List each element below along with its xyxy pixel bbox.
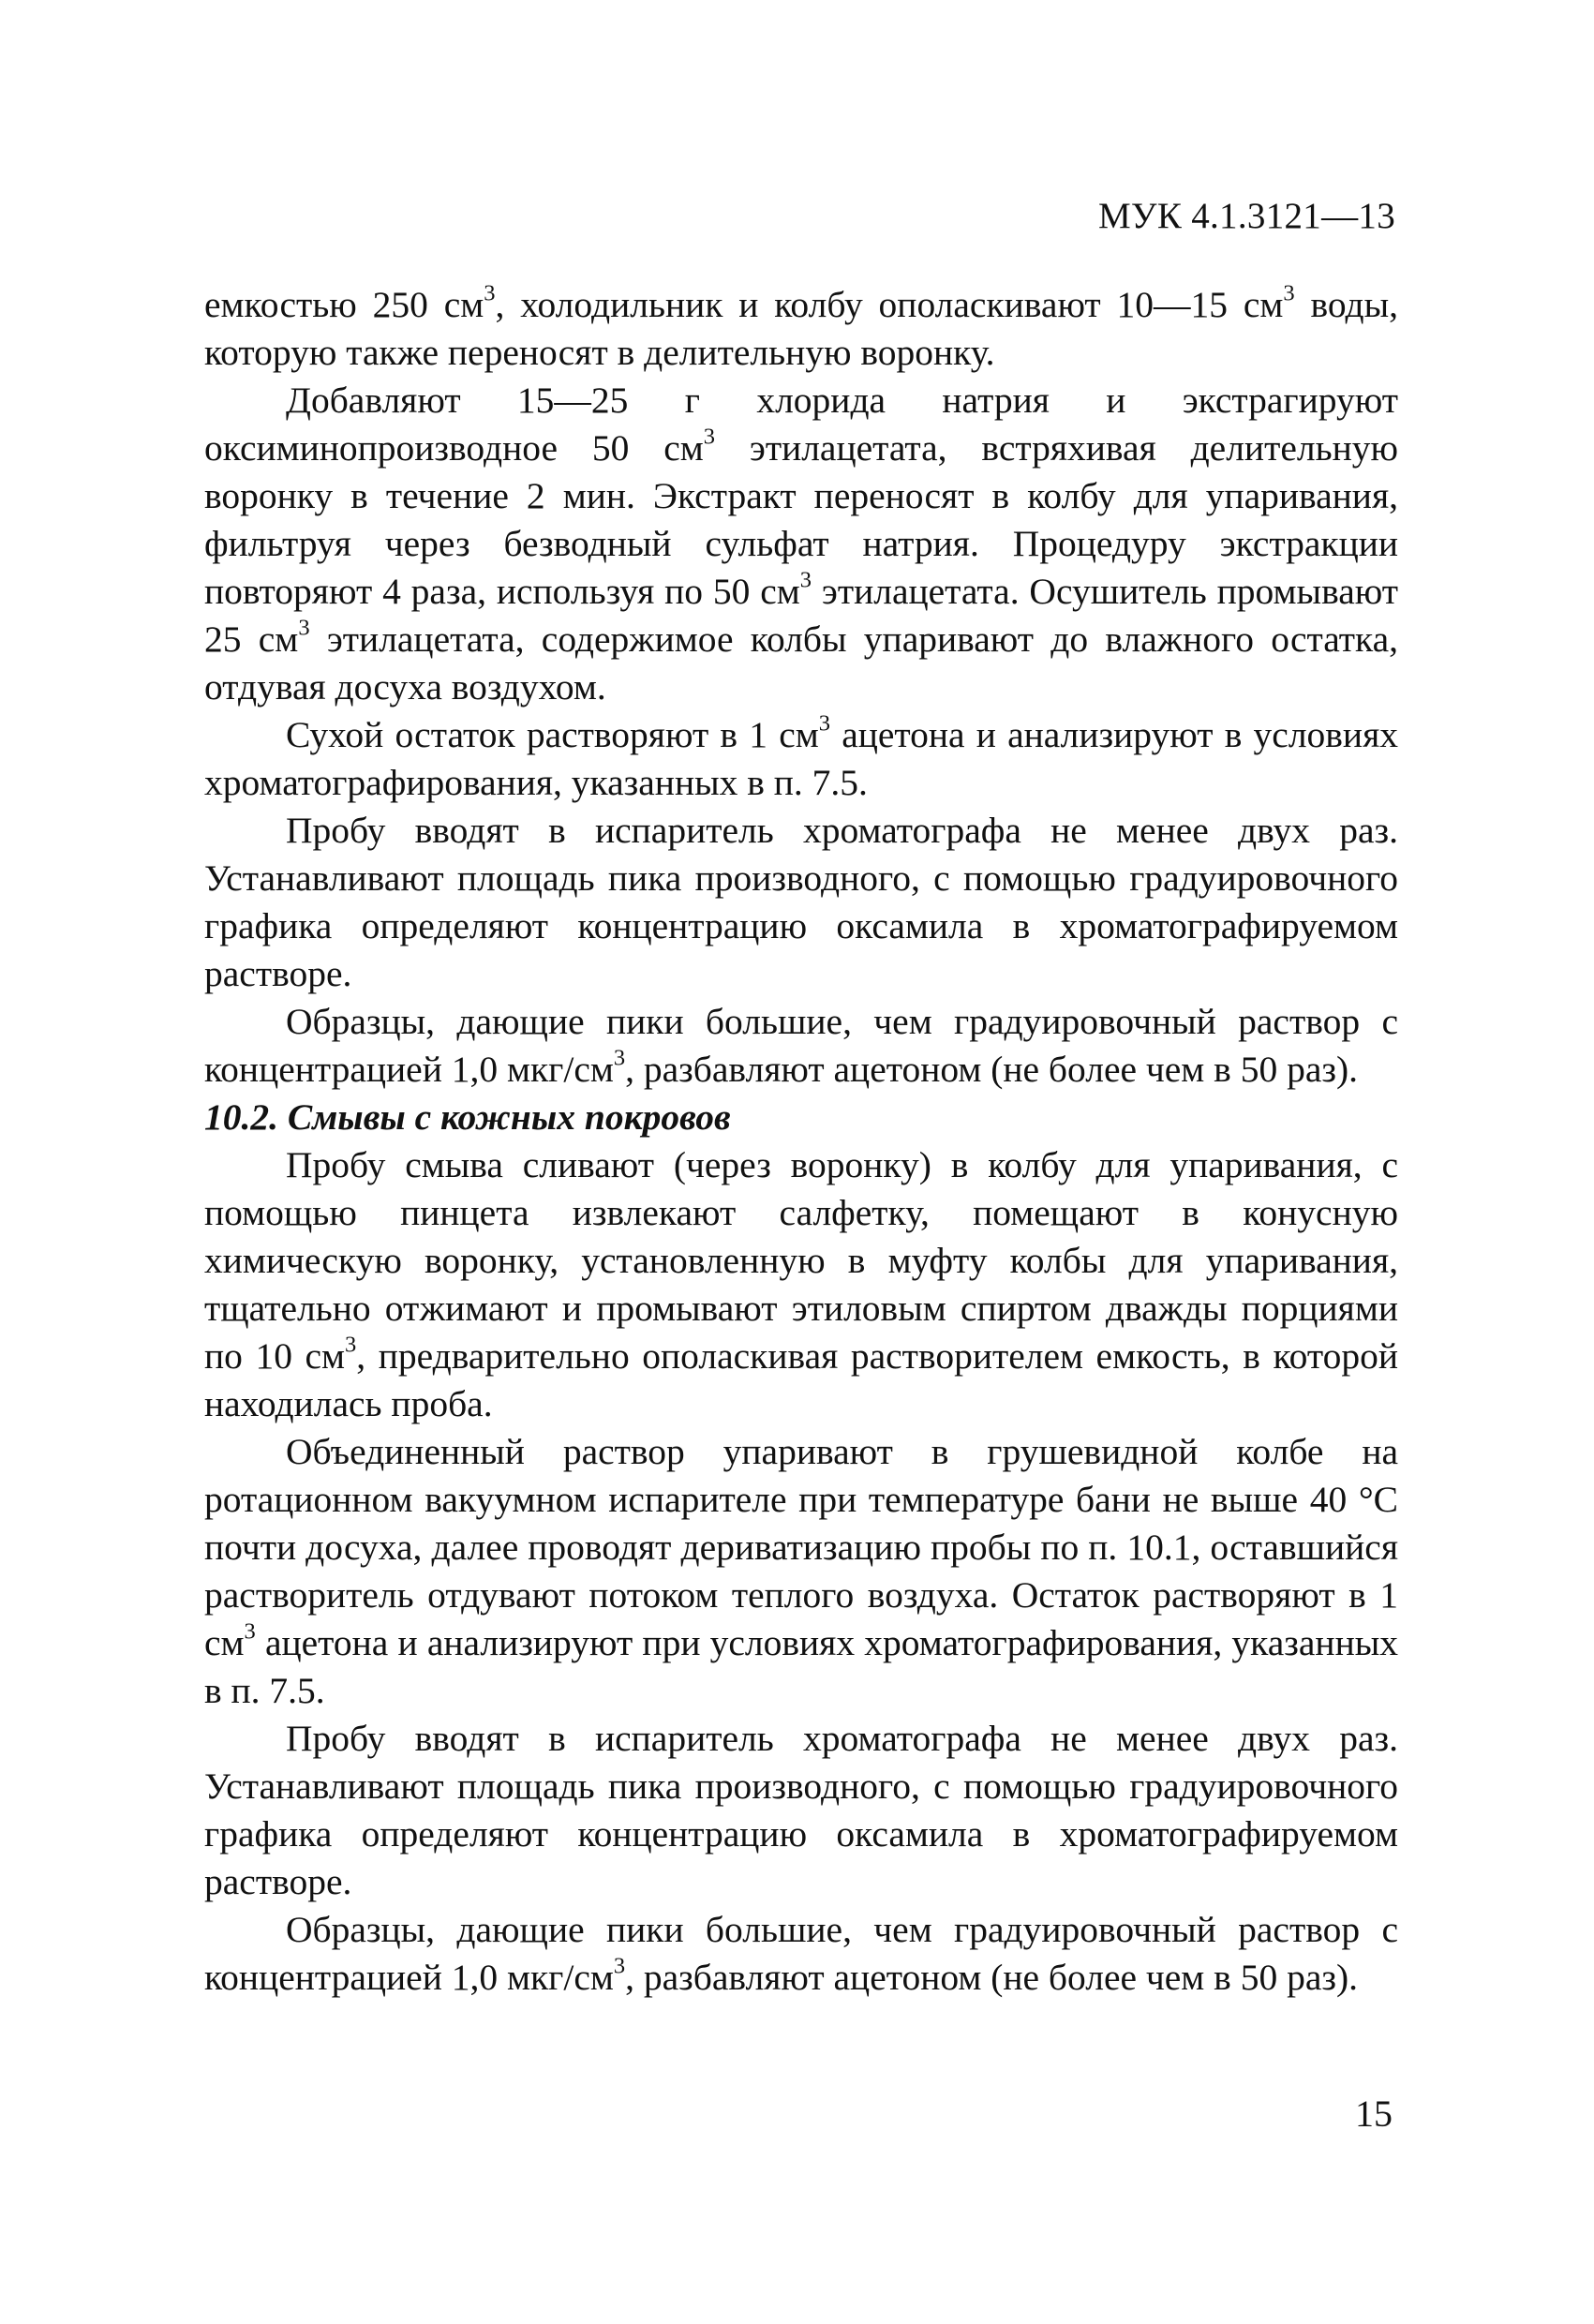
paragraph-1 [204, 281, 1398, 377]
paragraph-8: Пробу вводят в испаритель хроматографа не менее двух раз. Устанавливают площадь пика производного, с помощью градуировочного графика определяют концентрацию оксамила в хроматографируемом растворе. [204, 1718, 1398, 1902]
paragraph-3 [204, 711, 1398, 807]
text-run: воды, которую также переносят в делительную воронку. [204, 284, 1399, 373]
superscript: 3 [613, 1953, 626, 1979]
text-run: Добавляют 15—25 г хлорида натрия и экстрагируют оксиминопроизводное 50 см [204, 380, 1398, 469]
paragraph-5 [204, 998, 1398, 1094]
text-run: , холодильник и колбу ополаскивают 10—15 см [495, 284, 1284, 325]
superscript: 3 [799, 567, 812, 593]
paragraph-9 [204, 1906, 1398, 2002]
paragraph-7 [204, 1428, 1398, 1715]
text-run: , разбавляют ацетоном (не более чем в 50 раз). [625, 1049, 1358, 1090]
text-run: Объединенный раствор упаривают в грушевидной колбе на ротационном вакуумном испарителе при температуре бани не выше 40 °С почти досуха, далее проводят дериватизацию пробы по п. 10.1, оставшийся растворитель отдувают потоком теплого воздуха. Остаток растворяют в 1 см [204, 1431, 1398, 1663]
text-run: этилацетата, содержимое колбы упаривают до влажного остатка, отдувая досуха воздухом. [204, 618, 1398, 708]
superscript: 3 [703, 424, 716, 450]
text-run: , предварительно ополаскивая растворителем емкость, в которой находилась проба. [204, 1335, 1398, 1424]
superscript: 3 [1283, 280, 1295, 306]
section-title: 10.2. Смывы с кожных покровов [204, 1096, 731, 1138]
paragraph-6 [204, 1141, 1398, 1428]
superscript: 3 [345, 1332, 357, 1358]
superscript: 3 [484, 280, 496, 306]
superscript: 3 [613, 1045, 626, 1071]
document-body [204, 281, 1398, 2002]
text-run: ацетона и анализируют в условиях хроматографирования, указанных в п. 7.5. [204, 714, 1398, 803]
superscript: 3 [298, 615, 310, 641]
text-run: этилацетата, встряхивая делительную воронку в течение 2 мин. Экстракт переносят в колбу для упаривания, фильтруя через безводный сульфат натрия. Процедуру экстракции повторяют 4 раза, используя по 50 см [204, 427, 1398, 612]
text-run: ацетона и анализируют при условиях хроматографирования, указанных в п. 7.5. [204, 1622, 1398, 1711]
superscript: 3 [818, 710, 831, 737]
text-run: , разбавляют ацетоном (не более чем в 50 раз). [625, 1957, 1358, 1998]
text-run: Образцы, дающие пики большие, чем градуировочный раствор с концентрацией 1,0 мкг/см [204, 1909, 1398, 1998]
text-run: Пробу смыва сливают (через воронку) в колбу для упаривания, с помощью пинцета извлекают салфетку, помещают в конусную химическую воронку, установленную в муфту колбы для упаривания, тщательно отжимают и промывают этиловым спиртом дважды порциями по 10 см [204, 1144, 1398, 1377]
superscript: 3 [244, 1618, 256, 1645]
paragraph-4: Пробу вводят в испаритель хроматографа не менее двух раз. Устанавливают площадь пика производного, с помощью градуировочного графика определяют концентрацию оксамила в хроматографируемом растворе. [204, 810, 1398, 994]
text-run: этилацетата. Осушитель промывают 25 см [204, 571, 1398, 660]
text-run: Образцы, дающие пики большие, чем градуировочный раствор с концентрацией 1,0 мкг/см [204, 1001, 1398, 1090]
page-number: 15 [1355, 2093, 1393, 2135]
document-code-header: МУК 4.1.3121—13 [1097, 196, 1395, 236]
text-run: емкостью 250 см [204, 284, 484, 325]
paragraph-2 [204, 377, 1398, 711]
text-run: Сухой остаток растворяют в 1 см [286, 714, 819, 755]
